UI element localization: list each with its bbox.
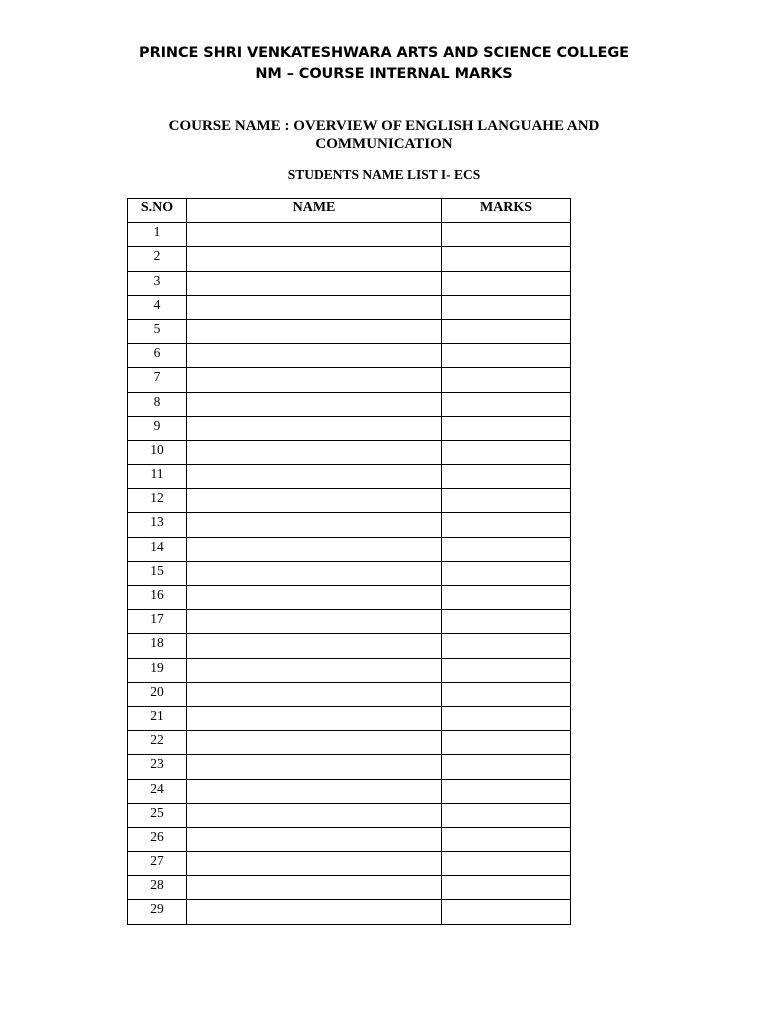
table-row <box>128 561 571 585</box>
sno-cell: 16 <box>128 586 187 610</box>
name-cell[interactable] <box>187 706 442 730</box>
sno-cell: 4 <box>128 295 187 319</box>
name-cell[interactable] <box>187 465 442 489</box>
name-cell[interactable] <box>187 247 442 271</box>
marks-cell[interactable] <box>442 755 571 779</box>
marks-cell[interactable] <box>442 779 571 803</box>
marks-cell[interactable] <box>442 852 571 876</box>
marks-cell[interactable] <box>442 344 571 368</box>
sno-cell: 15 <box>128 561 187 585</box>
sno-cell: 25 <box>128 803 187 827</box>
marks-cell[interactable] <box>442 440 571 464</box>
sno-cell: 12 <box>128 489 187 513</box>
name-cell[interactable] <box>187 852 442 876</box>
name-cell[interactable] <box>187 392 442 416</box>
sno-cell: 24 <box>128 779 187 803</box>
column-header-sno: S.NO <box>128 199 187 223</box>
name-cell[interactable] <box>187 827 442 851</box>
name-cell[interactable] <box>187 537 442 561</box>
marks-cell[interactable] <box>442 319 571 343</box>
column-header-name: NAME <box>187 199 442 223</box>
sno-cell: 20 <box>128 682 187 706</box>
table-row <box>128 537 571 561</box>
college-name: PRINCE SHRI VENKATESHWARA ARTS AND SCIENCE COLLEGE <box>139 45 629 61</box>
name-cell[interactable] <box>187 440 442 464</box>
name-cell[interactable] <box>187 489 442 513</box>
sno-cell: 13 <box>128 513 187 537</box>
name-cell[interactable] <box>187 513 442 537</box>
marks-cell[interactable] <box>442 731 571 755</box>
table-row <box>128 344 571 368</box>
table-row <box>128 416 571 440</box>
name-cell[interactable] <box>187 416 442 440</box>
course-name <box>0 117 768 153</box>
sno-cell: 5 <box>128 319 187 343</box>
table-row <box>128 682 571 706</box>
table-row <box>128 586 571 610</box>
sno-cell: 19 <box>128 658 187 682</box>
marks-cell[interactable] <box>442 368 571 392</box>
table-row <box>128 900 571 924</box>
table-row <box>128 513 571 537</box>
name-cell[interactable] <box>187 682 442 706</box>
name-cell[interactable] <box>187 755 442 779</box>
marks-cell[interactable] <box>442 682 571 706</box>
name-cell[interactable] <box>187 223 442 247</box>
marks-cell[interactable] <box>442 392 571 416</box>
marks-cell[interactable] <box>442 223 571 247</box>
table-row <box>128 634 571 658</box>
marks-cell[interactable] <box>442 465 571 489</box>
marks-cell[interactable] <box>442 537 571 561</box>
name-cell[interactable] <box>187 344 442 368</box>
name-cell[interactable] <box>187 319 442 343</box>
sno-cell: 26 <box>128 827 187 851</box>
sno-cell: 2 <box>128 247 187 271</box>
table-row <box>128 876 571 900</box>
table-header-row <box>128 199 571 223</box>
marks-cell[interactable] <box>442 706 571 730</box>
sno-cell: 22 <box>128 731 187 755</box>
document-header <box>0 43 768 85</box>
sno-cell: 10 <box>128 440 187 464</box>
sno-cell: 14 <box>128 537 187 561</box>
table-row <box>128 440 571 464</box>
name-cell[interactable] <box>187 658 442 682</box>
sno-cell: 21 <box>128 706 187 730</box>
table-row <box>128 247 571 271</box>
table-row <box>128 852 571 876</box>
sno-cell: 1 <box>128 223 187 247</box>
table-row <box>128 489 571 513</box>
marks-table <box>127 198 571 925</box>
table-row <box>128 368 571 392</box>
name-cell[interactable] <box>187 368 442 392</box>
name-cell[interactable] <box>187 610 442 634</box>
sno-cell: 29 <box>128 900 187 924</box>
sno-cell: 11 <box>128 465 187 489</box>
sno-cell: 18 <box>128 634 187 658</box>
marks-cell[interactable] <box>442 658 571 682</box>
marks-cell[interactable] <box>442 416 571 440</box>
marks-cell[interactable] <box>442 876 571 900</box>
marks-cell[interactable] <box>442 247 571 271</box>
name-cell[interactable] <box>187 634 442 658</box>
marks-cell[interactable] <box>442 513 571 537</box>
marks-cell[interactable] <box>442 561 571 585</box>
table-body <box>128 223 571 924</box>
name-cell[interactable] <box>187 731 442 755</box>
course-name-line-2: COMMUNICATION <box>315 136 453 152</box>
document-subtitle: NM – COURSE INTERNAL MARKS <box>255 66 513 82</box>
table-row <box>128 706 571 730</box>
sno-cell: 27 <box>128 852 187 876</box>
name-cell[interactable] <box>187 779 442 803</box>
name-cell[interactable] <box>187 900 442 924</box>
table-row <box>128 271 571 295</box>
table-row <box>128 803 571 827</box>
table-row <box>128 610 571 634</box>
table-row <box>128 779 571 803</box>
sno-cell: 7 <box>128 368 187 392</box>
marks-cell[interactable] <box>442 489 571 513</box>
marks-cell[interactable] <box>442 634 571 658</box>
sno-cell: 28 <box>128 876 187 900</box>
marks-cell[interactable] <box>442 271 571 295</box>
name-cell[interactable] <box>187 295 442 319</box>
marks-cell[interactable] <box>442 900 571 924</box>
sno-cell: 3 <box>128 271 187 295</box>
sno-cell: 17 <box>128 610 187 634</box>
table-row <box>128 465 571 489</box>
table-row <box>128 755 571 779</box>
marks-cell[interactable] <box>442 803 571 827</box>
course-name-line-1: COURSE NAME : OVERVIEW OF ENGLISH LANGUAHE AND <box>168 118 600 134</box>
name-cell[interactable] <box>187 271 442 295</box>
table-row <box>128 658 571 682</box>
table-row <box>128 223 571 247</box>
marks-cell[interactable] <box>442 295 571 319</box>
table-row <box>128 827 571 851</box>
list-title: STUDENTS NAME LIST I- ECS <box>287 167 481 182</box>
marks-cell[interactable] <box>442 610 571 634</box>
name-cell[interactable] <box>187 586 442 610</box>
table-row <box>128 319 571 343</box>
name-cell[interactable] <box>187 803 442 827</box>
name-cell[interactable] <box>187 561 442 585</box>
name-cell[interactable] <box>187 876 442 900</box>
sno-cell: 23 <box>128 755 187 779</box>
sno-cell: 6 <box>128 344 187 368</box>
marks-cell[interactable] <box>442 586 571 610</box>
table-row <box>128 392 571 416</box>
table-row <box>128 295 571 319</box>
sno-cell: 8 <box>128 392 187 416</box>
sno-cell: 9 <box>128 416 187 440</box>
marks-cell[interactable] <box>442 827 571 851</box>
column-header-marks: MARKS <box>442 199 571 223</box>
table-row <box>128 731 571 755</box>
